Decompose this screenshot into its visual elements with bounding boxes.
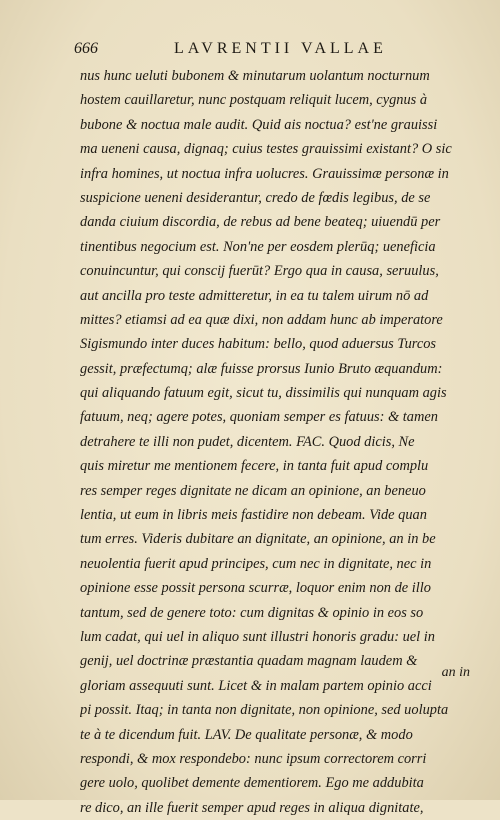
text-line: lentia, ut eum in libris meis fastidire non debeam. Vide quan [80,507,427,524]
text-line: bubone & noctua male audit. Quid ais noctua? est'ne grauissi [80,116,438,133]
text-line: ma ueneni causa, dignaq; cuius testes grauissimi existant? O sic [80,141,452,158]
text-line: genij, uel doctrinæ præstantia quadam magnam laudem & [80,653,418,670]
page-number: 666 [74,40,98,57]
text-line: respondi, & mox respondebo: nunc ipsum correctorem corri [80,750,427,767]
text-line: quis miretur me mentionem fecere, in tanta fuit apud complu [80,458,429,475]
text-line: qui aliquando fatuum egit, sicut tu, dissimilis qui nunquam agis [80,385,447,402]
text-line: suspicione ueneni desiderantur, credo de fœdis legibus, de se [80,189,431,206]
text-line: te à te dicendum fuit. LAV. De qualitate personæ, & modo [80,726,413,743]
page-header [74,40,472,64]
text-line: neuolentia fuerit apud principes, cum nec in dignitate, nec in [80,555,432,572]
text-line: danda ciuium discordia, de rebus ad bene beateq; uiuendū per [80,214,441,231]
text-line: lum cadat, qui uel in aliquo sunt illustri honoris gradu: uel in [80,628,435,645]
text-line: tinentibus negocium est. Non'ne per eosdem plerūq; ueneficia [80,238,436,255]
text-line: hostem cauillaretur, nunc postquam reliquit lucem, cygnus à [80,92,428,109]
text-line: opinione esse possit persona scurræ, loquor enim non de illo [80,580,431,597]
body-text [80,64,476,820]
text-line: nus hunc ueluti bubonem & minutarum uolantum nocturnum [80,68,430,84]
text-line: gere uolo, quolibet demente dementiorem. Ego me addubita [80,775,424,792]
text-line: pi possit. Itaq; in tanta non dignitate, non opinione, sed uolupta [80,702,449,719]
text-line: gloriam assequuti sunt. Licet & in malam partem opinio acci [80,677,432,694]
text-line: mittes? etiamsi ad ea quæ dixi, non addam hunc ab imperatore [80,311,443,328]
text-line: tum erres. Videris dubitare an dignitate, an opinione, an in be [80,531,436,548]
running-head: LAVRENTII VALLAE [174,40,387,57]
text-line: conuincuntur, qui conscij fuerūt? Ergo qua in causa, seruulus, [80,263,439,280]
text-line: aut ancilla pro teste admitteretur, in ea tu talem uirum nō ad [80,287,429,304]
text-line: detrahere te illi non pudet, dicentem. FAC. Quod dicis, Ne [80,433,415,450]
text-line: fatuum, neq; agere potes, quoniam semper es fatuus: & tamen [80,409,438,426]
catchword: an in [441,665,470,680]
text-line: tantum, sed de genere toto: cum dignitas & opinio in eos so [80,604,424,621]
text-line: gessit, præfectumq; alæ fuisse prorsus Iunio Bruto æquandum: [80,360,443,377]
text-line: Sigismundo inter duces habitum: bello, quod aduersus Turcos [80,336,437,353]
text-line: res semper reges dignitate ne dicam an opinione, an beneuo [80,482,426,499]
text-line: re dico, an ille fuerit semper apud reges in aliqua dignitate, [80,799,424,816]
text-line: infra homines, ut noctua infra uolucres. Grauissimæ personæ in [80,165,449,182]
